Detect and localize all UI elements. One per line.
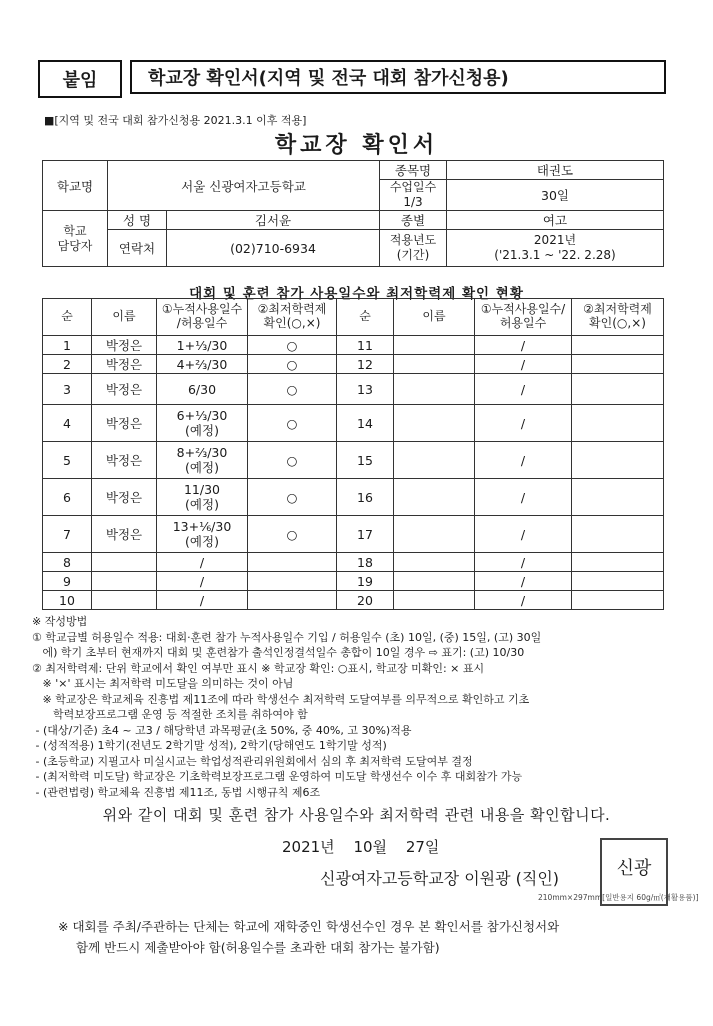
row-minscore-right	[572, 572, 664, 591]
row-days-planned: (예정)	[185, 497, 219, 512]
row-no-right: 15	[337, 442, 394, 479]
row-no: 10	[43, 591, 92, 610]
row-days	[157, 516, 248, 553]
school-name: 서울 신광여자고등학교	[108, 161, 380, 211]
table-row	[43, 572, 664, 591]
row-days-value: /	[199, 554, 205, 570]
row-name-right	[394, 355, 475, 374]
submission-note-line-1: ※ 대회를 주최/주관하는 단체는 학교에 재학중인 학생선수인 경우 본 확인서를 참가신청서와	[58, 919, 560, 934]
submission-note	[58, 916, 688, 958]
table-row	[43, 553, 664, 572]
col-header-days: ①누적사용일수 /허용일수	[157, 299, 248, 336]
row-days-planned: (예정)	[185, 534, 219, 549]
year-value: 2021년 ('21.3.1 ~ '22. 2.28)	[447, 230, 664, 267]
note-line: 에) 학기 초부터 현재까지 대회 및 훈련참가 출석인정결석일수 총합이 10일 경우 ⇨ 표기: (고) 10/30	[32, 646, 525, 659]
year-label: 적용년도 (기간)	[380, 230, 447, 267]
row-days-right: /	[475, 405, 572, 442]
contact-label: 연락처	[108, 230, 167, 267]
table-row	[43, 591, 664, 610]
row-minscore-right	[572, 591, 664, 610]
note-line: - (대상/기준) 초4 ~ 고3 / 해당학년 과목평균(초 50%, 중 40%, 고 30%)적용	[32, 723, 412, 737]
row-minscore: ○	[248, 442, 337, 479]
row-minscore-right	[572, 405, 664, 442]
name-label: 성 명	[108, 211, 167, 230]
school-label: 학교명	[43, 161, 108, 211]
row-minscore-right	[572, 516, 664, 553]
classdays-label: 수업일수 1/3	[380, 180, 447, 211]
row-no-right: 13	[337, 374, 394, 405]
date-year: 2021년	[282, 838, 335, 856]
note-line: - (초등학교) 지필고사 미실시교는 학업성적관리위원회에서 심의 후 최저학력 도달여부 결정	[32, 754, 473, 768]
table-row	[43, 516, 664, 553]
row-name-right	[394, 516, 475, 553]
row-minscore	[248, 591, 337, 610]
row-no-right: 14	[337, 405, 394, 442]
row-minscore-right	[572, 374, 664, 405]
col-header-minscore-right: ②최저학력제 확인(○,×)	[572, 299, 664, 336]
row-no-right: 19	[337, 572, 394, 591]
row-no-right: 12	[337, 355, 394, 374]
row-minscore-right	[572, 336, 664, 355]
col-header-no: 순	[43, 299, 92, 336]
note-line: ※ '×' 표시는 최저학력 미도달을 의미하는 것이 아님	[32, 677, 294, 690]
col-header-name: 이름	[92, 299, 157, 336]
note-line: ※ 학교장은 학교체육 진흥법 제11조에 따라 학생선수 최저학력 도달여부를 의무적으로 확인하고 기초	[32, 692, 530, 706]
note-line: - (성적적용) 1학기(전년도 2학기말 성적), 2학기(당해연도 1학기말 성적)	[32, 739, 387, 752]
row-days-value: /	[199, 573, 205, 589]
row-days	[157, 479, 248, 516]
col-header-name-right: 이름	[394, 299, 475, 336]
row-days-right: /	[475, 374, 572, 405]
row-name: 박정은	[92, 355, 157, 374]
contact-value: (02)710-6934	[167, 230, 380, 267]
row-days-value: 6/30	[187, 381, 217, 397]
row-minscore: ○	[248, 336, 337, 355]
page-title: 학교장 확인서	[274, 133, 439, 158]
classdays-value: 30일	[447, 180, 664, 211]
row-minscore	[248, 572, 337, 591]
row-name-right	[394, 479, 475, 516]
event-label: 종목명	[380, 161, 447, 180]
row-minscore	[248, 553, 337, 572]
row-days-value: 13+⅙/30	[172, 519, 232, 534]
event-value: 태권도	[447, 161, 664, 180]
principal-signature: 신광여자고등학교장 이원광 (직인)	[320, 869, 560, 888]
row-minscore: ○	[248, 516, 337, 553]
row-days-right: /	[475, 479, 572, 516]
row-days-planned: (예정)	[185, 460, 219, 475]
row-days	[157, 572, 248, 591]
table-row	[43, 374, 664, 405]
row-name-right	[394, 553, 475, 572]
row-days	[157, 405, 248, 442]
document-header-title: 학교장 확인서(지역 및 전국 대회 참가신청용)	[130, 60, 666, 94]
row-days-right: /	[475, 516, 572, 553]
col-header-days-right: ①누적사용일수/ 허용일수	[475, 299, 572, 336]
applicability-note: ■[지역 및 전국 대회 참가신청용 2021.3.1 이후 적용]	[44, 114, 307, 127]
row-name: 박정은	[92, 405, 157, 442]
paper-spec: 210mm×297mm[일반용지 60g/㎡(재활용품)]	[538, 893, 699, 902]
row-days-value: 11/30	[183, 482, 221, 497]
issue-date	[282, 836, 439, 857]
row-days-right: /	[475, 591, 572, 610]
note-line: ① 학교급별 허용일수 적용: 대회·훈련 참가 누적사용일수 기입 / 허용일수 (초) 10일, (중) 15일, (고) 30일	[32, 630, 542, 644]
row-no: 5	[43, 442, 92, 479]
row-days	[157, 374, 248, 405]
row-name	[92, 572, 157, 591]
row-minscore: ○	[248, 479, 337, 516]
table-row	[43, 405, 664, 442]
note-line: ※ 작성방법	[32, 615, 88, 628]
row-days	[157, 336, 248, 355]
level-label: 종별	[380, 211, 447, 230]
row-days-value: 1+⅓/30	[176, 337, 228, 353]
row-name-right	[394, 442, 475, 479]
row-days	[157, 355, 248, 374]
seal-text: 신광	[616, 858, 652, 879]
row-no: 4	[43, 405, 92, 442]
row-minscore-right	[572, 479, 664, 516]
row-name: 박정은	[92, 442, 157, 479]
table-row	[43, 442, 664, 479]
note-line: ② 최저학력제: 단위 학교에서 확인 여부만 표시 ※ 학교장 확인: ○표시, 학교장 미확인: × 표시	[32, 661, 485, 675]
row-name: 박정은	[92, 516, 157, 553]
row-days-right: /	[475, 336, 572, 355]
row-no: 7	[43, 516, 92, 553]
col-header-minscore: ②최저학력제 확인(○,×)	[248, 299, 337, 336]
row-name-right	[394, 336, 475, 355]
row-no-right: 17	[337, 516, 394, 553]
confirmation-statement: 위와 같이 대회 및 훈련 참가 사용일수와 최저학력 관련 내용을 확인합니다.	[102, 806, 611, 824]
row-days	[157, 591, 248, 610]
row-days-value: 6+⅓/30	[176, 408, 228, 423]
row-days-planned: (예정)	[185, 423, 219, 438]
row-no-right: 16	[337, 479, 394, 516]
status-table-title: 대회 및 훈련 참가 사용일수와 최저학력제 확인 현황	[189, 286, 524, 302]
row-days-right: /	[475, 355, 572, 374]
date-day: 27일	[405, 838, 440, 856]
row-name-right	[394, 405, 475, 442]
row-name: 박정은	[92, 479, 157, 516]
row-days	[157, 442, 248, 479]
row-days-right: /	[475, 442, 572, 479]
row-name-right	[394, 572, 475, 591]
level-value: 여고	[447, 211, 664, 230]
row-no-right: 11	[337, 336, 394, 355]
row-name: 박정은	[92, 374, 157, 405]
row-name: 박정은	[92, 336, 157, 355]
row-minscore: ○	[248, 374, 337, 405]
row-days-right: /	[475, 553, 572, 572]
table-row	[43, 336, 664, 355]
submission-note-line-2: 함께 반드시 제출받아야 함(허용일수를 초과한 대회 참가는 불가함)	[76, 940, 440, 955]
row-no: 2	[43, 355, 92, 374]
row-no: 6	[43, 479, 92, 516]
participation-table	[42, 298, 664, 610]
col-header-no-right: 순	[337, 299, 394, 336]
row-minscore: ○	[248, 405, 337, 442]
date-month: 10월	[353, 838, 388, 856]
row-minscore-right	[572, 553, 664, 572]
row-minscore-right	[572, 442, 664, 479]
row-minscore: ○	[248, 355, 337, 374]
note-line: 학력보장프로그램 운영 등 적절한 조치를 취하여야 함	[32, 708, 308, 721]
row-minscore-right	[572, 355, 664, 374]
row-name	[92, 553, 157, 572]
row-name-right	[394, 591, 475, 610]
row-no: 8	[43, 553, 92, 572]
row-name	[92, 591, 157, 610]
row-no: 1	[43, 336, 92, 355]
row-no: 3	[43, 374, 92, 405]
row-days-value: 4+⅔/30	[176, 356, 228, 372]
writing-instructions	[32, 614, 682, 800]
note-line: - (최저학력 미도달) 학교장은 기초학력보장프로그램 운영하여 미도달 학생선수 이수 후 대회참가 가능	[32, 770, 523, 783]
name-value: 김서윤	[167, 211, 380, 230]
table-row	[43, 355, 664, 374]
note-line: - (관련법령) 학교체육 진흥법 제11조, 동법 시행규칙 제6조	[32, 785, 321, 799]
row-no: 9	[43, 572, 92, 591]
attachment-tag: 붙임	[38, 60, 122, 98]
row-no-right: 18	[337, 553, 394, 572]
staff-label: 학교 담당자	[43, 211, 108, 267]
row-days-value: /	[199, 592, 205, 608]
row-no-right: 20	[337, 591, 394, 610]
row-days-right: /	[475, 572, 572, 591]
school-info-table	[42, 160, 664, 267]
row-name-right	[394, 374, 475, 405]
table-row	[43, 479, 664, 516]
row-days	[157, 553, 248, 572]
row-days-value: 8+⅔/30	[176, 445, 228, 460]
